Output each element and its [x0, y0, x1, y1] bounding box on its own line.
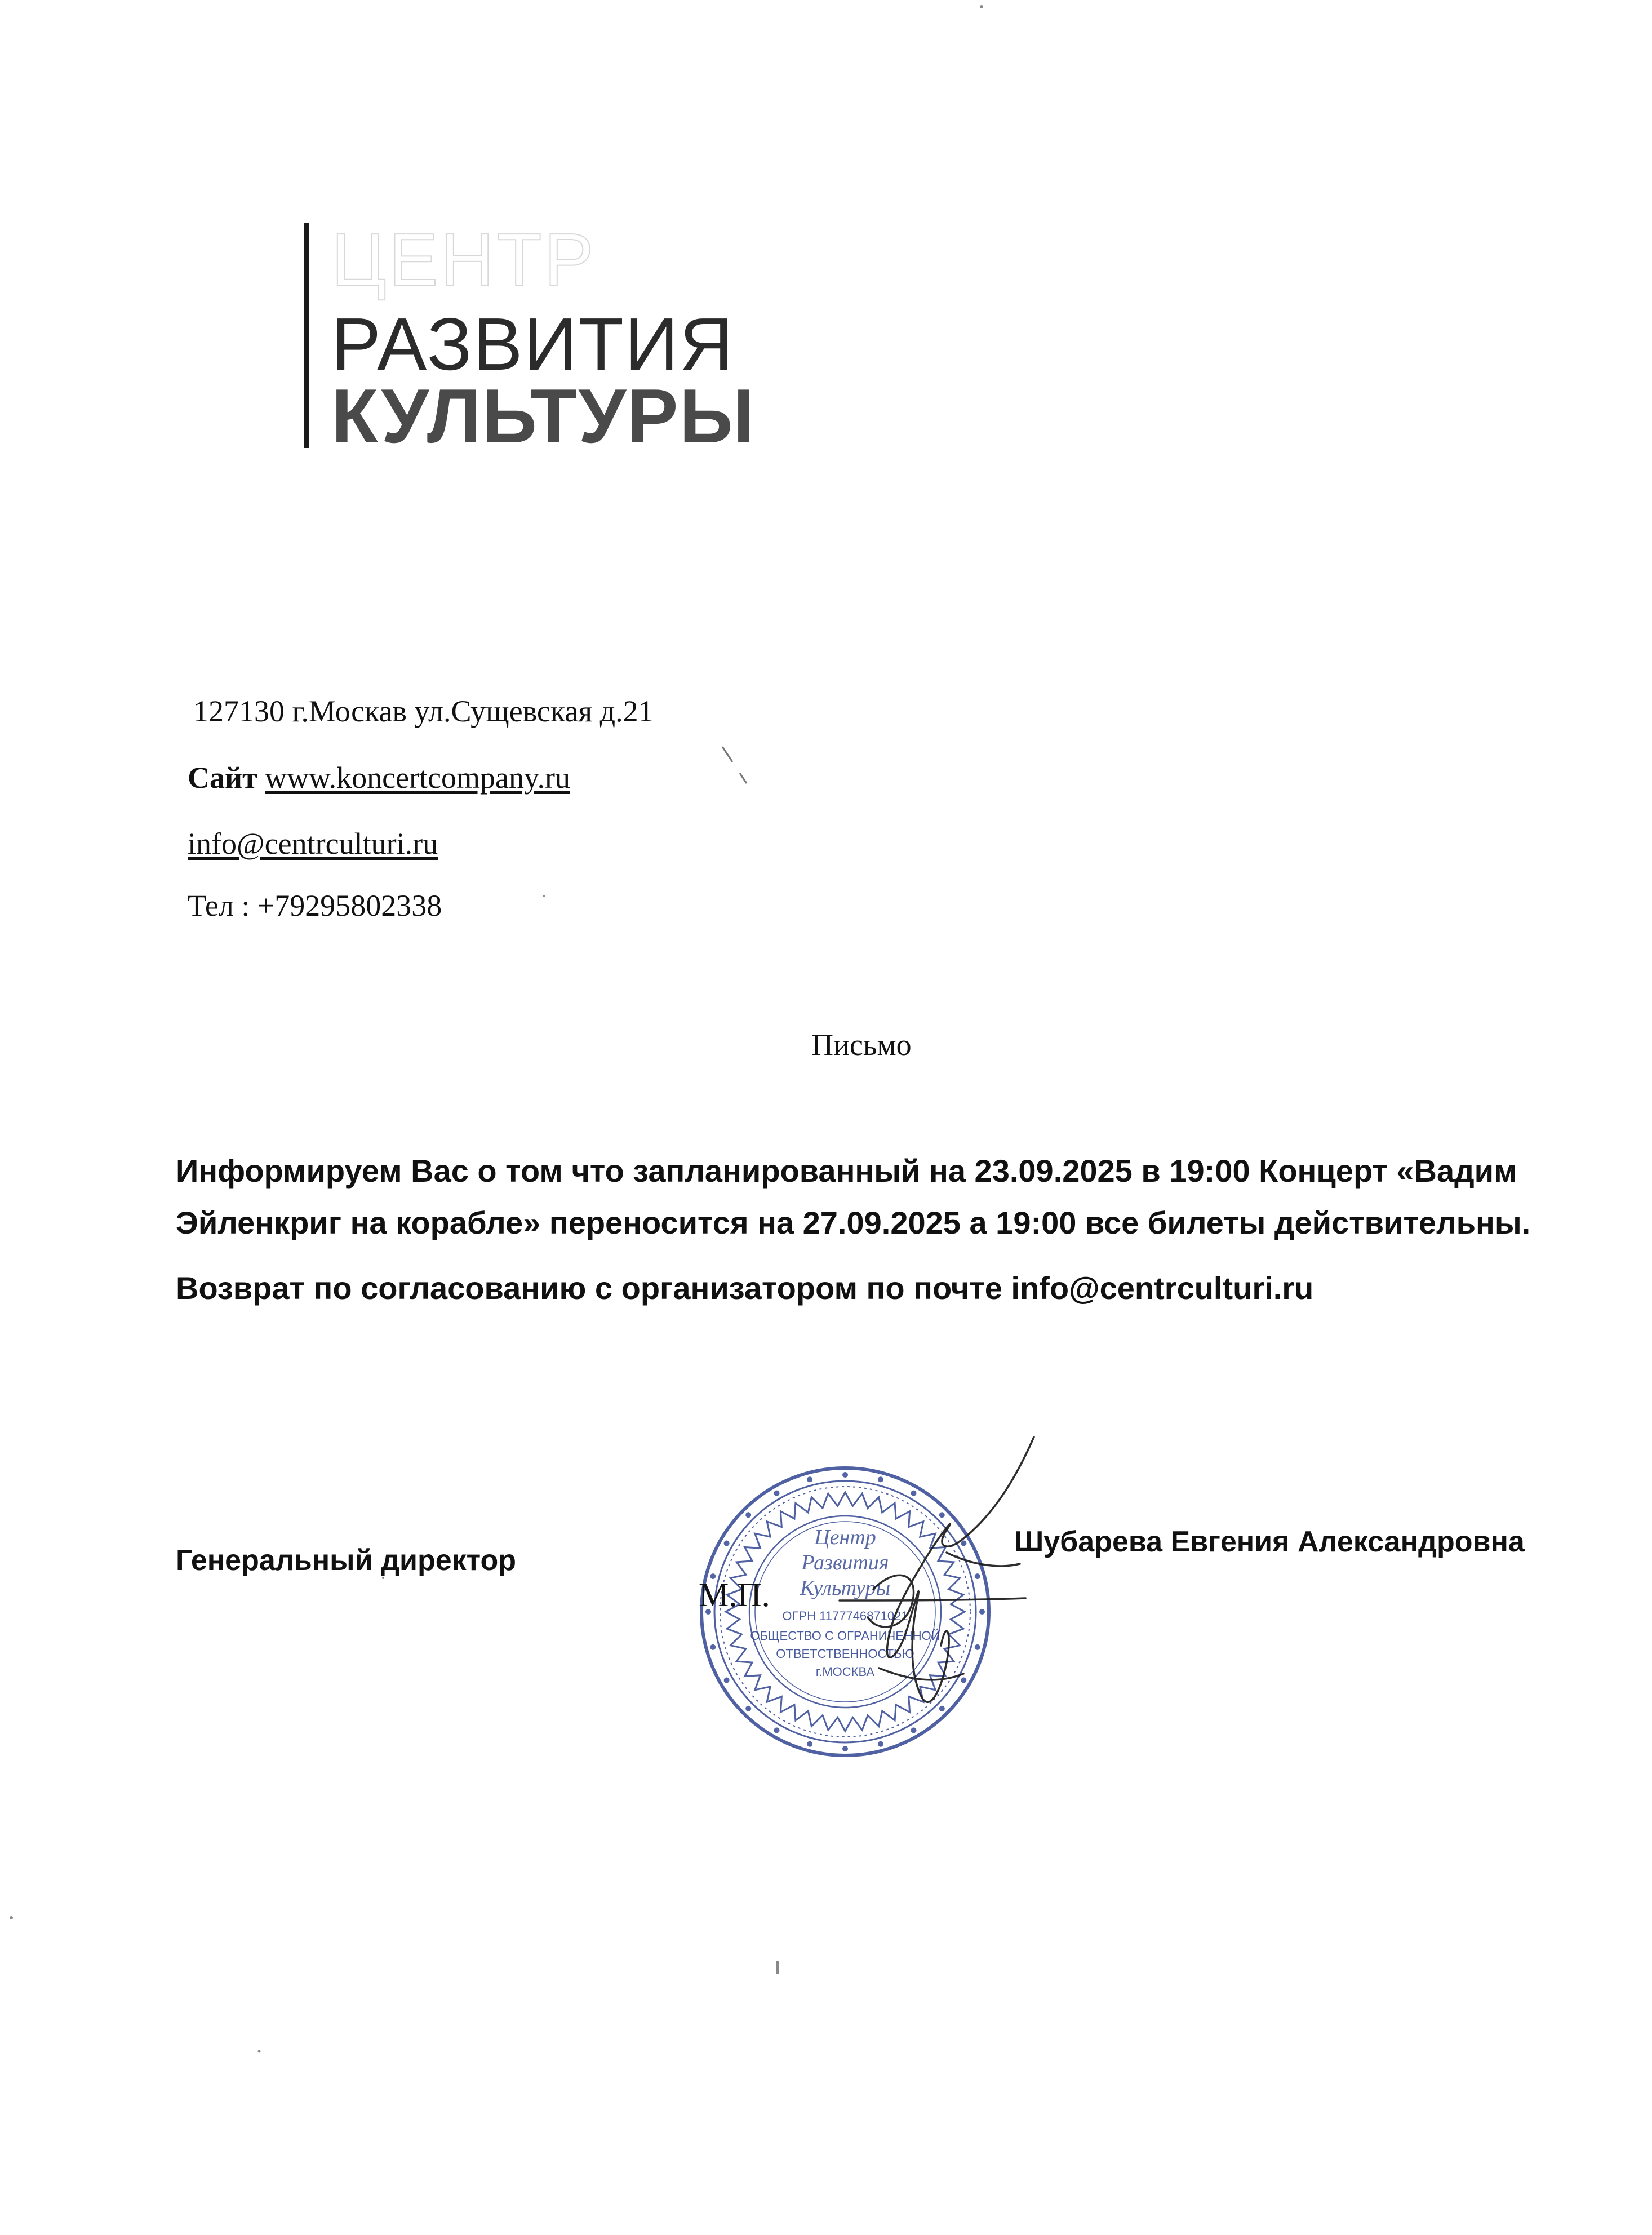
handwritten-signature [778, 1431, 1071, 1770]
stamp-center-line-2: Развития [801, 1551, 889, 1575]
stamp-center-line-3: Культуры [800, 1576, 891, 1600]
site-line [188, 762, 570, 793]
stamp-city: г.МОСКВА [815, 1665, 875, 1679]
company-logo [304, 218, 766, 459]
stamp-star [745, 1706, 751, 1711]
logo-word-razvitiya: РАЗВИТИЯ [331, 303, 735, 385]
body-line-3: Возврат по согласованию с организатором по почте info@centrculturi.ru [176, 1270, 1314, 1306]
stamp-org-line-1: ОБЩЕСТВО С ОГРАНИЧЕННОЙ [750, 1629, 940, 1643]
letter-title: Письмо [811, 1028, 912, 1062]
stamp-org-line-2: ОТВЕТСТВЕННОСТЬЮ [776, 1647, 914, 1661]
stamp-ogrn: ОГРН 1177746871021 [782, 1609, 908, 1623]
phone-line: Тел : +79295802338 [188, 889, 442, 923]
site-label: Сайт [188, 761, 257, 795]
body-line-2: Эйленкриг на корабле» переносится на 27.09.2025 а 19:00 все билеты действительны. [176, 1205, 1531, 1240]
signer-name: Шубарева Евгения Александровна [1014, 1526, 1525, 1558]
logo-divider-bar [304, 223, 309, 448]
logo-word-kultury: КУЛЬТУРЫ [331, 373, 756, 459]
stamp-star [745, 1512, 751, 1518]
body-line-1: Информируем Вас о том что запланированный на 23.09.2025 в 19:00 Концерт «Вадим [176, 1153, 1517, 1189]
logo-word-centr: ЦЕНТР [331, 218, 596, 301]
site-link[interactable]: www.koncertcompany.ru [265, 761, 570, 795]
signer-position: Генеральный директор [176, 1544, 516, 1577]
stamp-center-line-1: Центр [814, 1526, 876, 1549]
address-line: 127130 г.Москав ул.Сущевская д.21 [193, 694, 654, 728]
stamp-place-mark: М.П. [699, 1576, 770, 1613]
stamp-star [724, 1678, 730, 1683]
stamp-star [710, 1644, 716, 1650]
stamp-star [724, 1541, 730, 1546]
email-link[interactable]: info@centrculturi.ru [188, 827, 438, 861]
